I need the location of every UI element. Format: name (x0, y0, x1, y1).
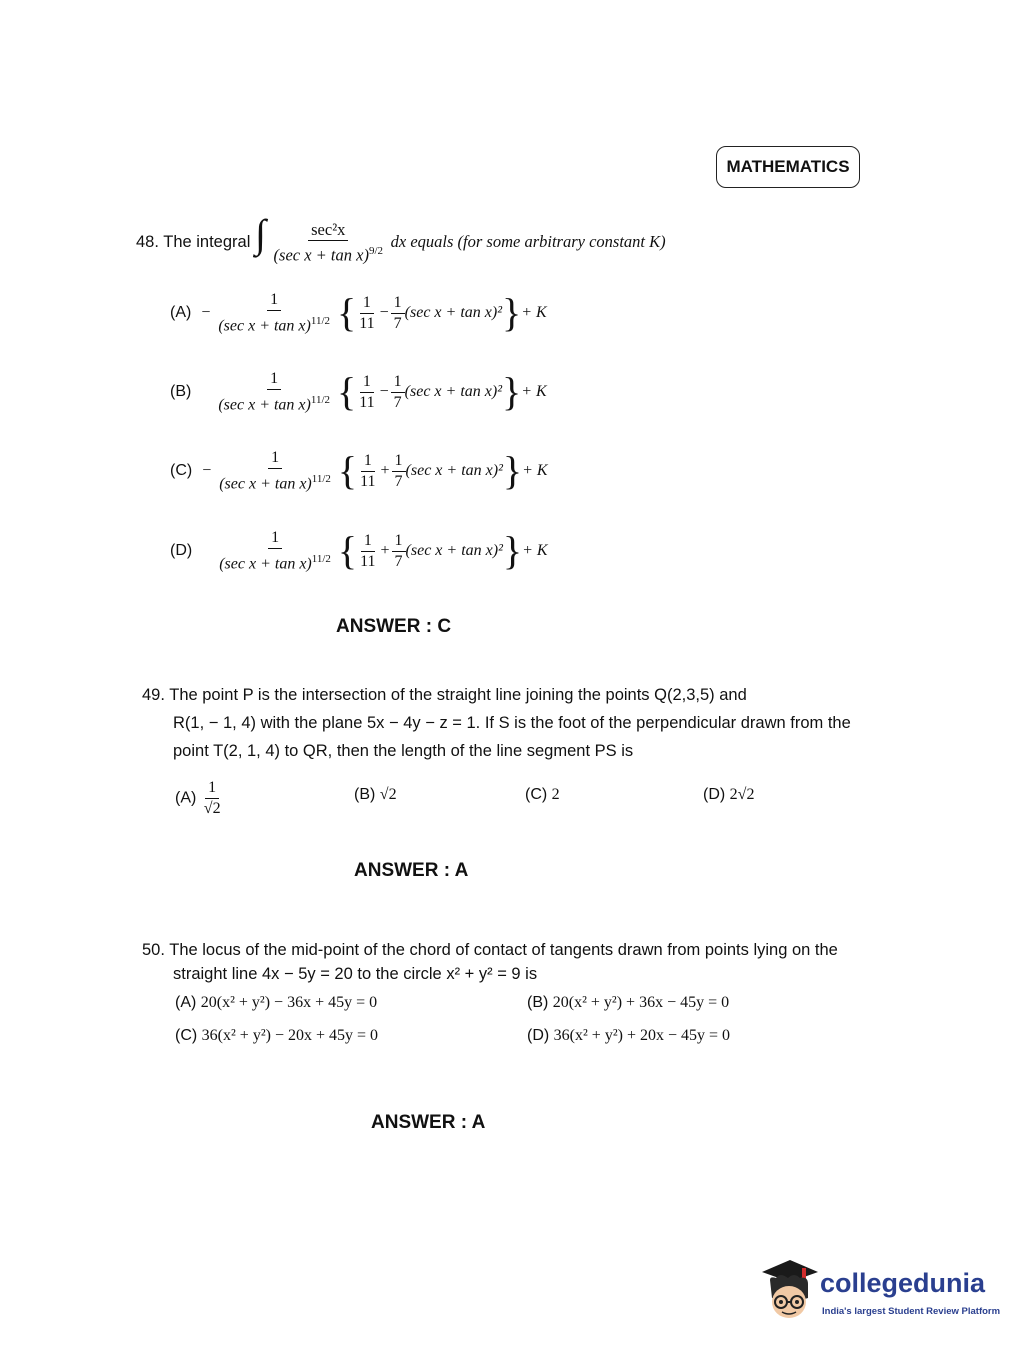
q50-line2: straight line 4x − 5y = 20 to the circle x² + y² = 9 is (173, 965, 538, 983)
q48-option-c: (C) − $\frac{1}{(\sec x + \tan x)^{11/2}}$ { $\frac{1}{11}$ + $\frac{1}{7}$ (sec x + tan x)² } + K (170, 448, 548, 494)
q50-option-d: (D) 36(x² + y²) + 20x − 45y = 0 (527, 1027, 731, 1044)
q49-option-b: (B) √2 (354, 786, 397, 803)
question-tail: dx equals (for some arbitrary constant K) (390, 232, 666, 251)
question-49 (142, 681, 872, 765)
q50-answer: ANSWER : A (371, 1112, 486, 1133)
question-lead: The integral (163, 233, 251, 251)
question-50 (142, 938, 872, 986)
q49-option-d: (D) 2√2 (703, 786, 755, 803)
integrand-denominator: (sec x + tan x)$^{9/2}$ (273, 244, 384, 265)
q49-option-a: (A) $\frac{1}{√2}$ (175, 779, 221, 817)
q48-option-d: (D) $\frac{1}{(\sec x + \tan x)^{11/2}}$ { $\frac{1}{11}$ + $\frac{1}{7}$ (sec x + tan x)² } + K (170, 528, 548, 574)
q49-line2: R(1, − 1, 4) with the plane 5x − 4y − z = 1. If S is the foot of the perpendicular drawn from the (173, 714, 851, 732)
q48-answer: ANSWER : C (336, 616, 452, 637)
collegedunia-logo (760, 1258, 1001, 1338)
q49-line3: point T(2, 1, 4) to QR, then the length of the line segment PS is (173, 742, 634, 760)
integrand-numerator: sec²x (308, 220, 348, 241)
brand-tagline: India's largest Student Review Platform (822, 1306, 1001, 1317)
brand-name: collegedunia (820, 1268, 986, 1298)
question-number: 48. (136, 233, 159, 251)
question-number: 49. (142, 686, 165, 704)
q49-line1: The point P is the intersection of the straight line joining the points Q(2,3,5) and (169, 686, 747, 704)
q50-line1: The locus of the mid-point of the chord of contact of tangents drawn from points lying on the (169, 941, 838, 959)
question-number: 50. (142, 941, 165, 959)
subject-badge: MATHEMATICS (716, 146, 860, 188)
question-48 (136, 211, 776, 265)
q50-option-b: (B) 20(x² + y²) + 36x − 45y = 0 (527, 994, 730, 1011)
q48-option-a: (A) − $\frac{1}{(\sec x + \tan x)^{11/2}}$ { $\frac{1}{11}$ − $\frac{1}{7}$ (sec x + tan x)² } + K (170, 290, 547, 336)
q50-option-c: (C) 36(x² + y²) − 20x + 45y = 0 (175, 1027, 379, 1044)
q50-option-a: (A) 20(x² + y²) − 36x + 45y = 0 (175, 994, 378, 1011)
q48-option-b: (B) $\frac{1}{(\sec x + \tan x)^{11/2}}$ { $\frac{1}{11}$ − $\frac{1}{7}$ (sec x + tan x)² } + K (170, 369, 547, 415)
q49-answer: ANSWER : A (354, 860, 469, 881)
integrand-fraction (271, 220, 387, 266)
integral-sign-icon: ∫ (254, 211, 266, 256)
q49-option-c: (C) 2 (525, 786, 560, 803)
mascot-icon (760, 1258, 820, 1328)
